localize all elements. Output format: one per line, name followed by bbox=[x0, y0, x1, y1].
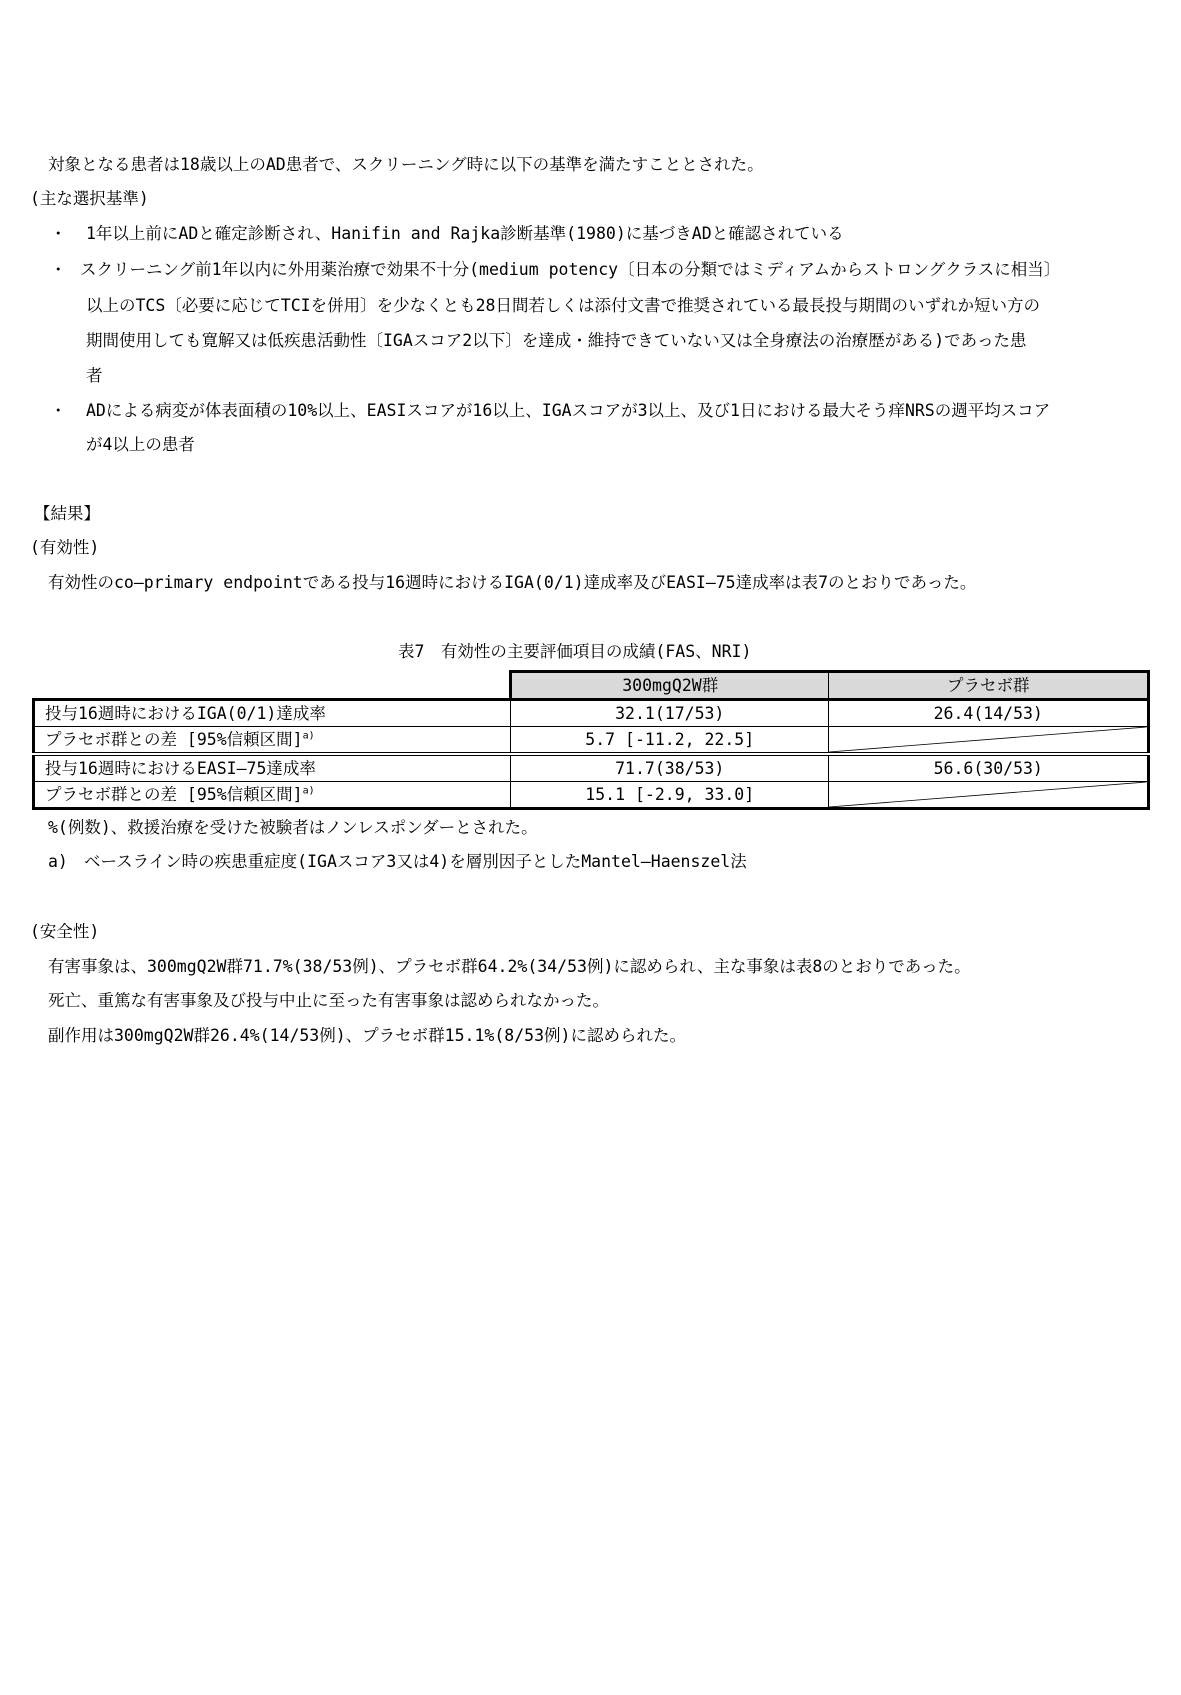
cell-placebo: 56.6(30/53) bbox=[829, 754, 1149, 782]
cell-300mg: 5.7 [-11.2, 22.5] bbox=[511, 727, 829, 755]
efficacy-heading: (有効性) bbox=[30, 538, 100, 557]
footnote-marker: a) bbox=[302, 785, 315, 797]
diagonal-line-icon bbox=[829, 782, 1147, 807]
safety-heading: (安全性) bbox=[30, 922, 100, 941]
row-label: 投与16週時におけるEASI―75達成率 bbox=[34, 754, 511, 782]
safety-line-1: 有害事象は、300mgQ2W群71.7%(38/53例)、プラセボ群64.2%(34/53例)に認められ、主な事象は表8のとおりであった。 bbox=[48, 957, 971, 976]
intro-paragraph: 対象となる患者は18歳以上のAD患者で、スクリーニング時に以下の基準を満たすこととされた。 bbox=[48, 155, 764, 174]
table-row bbox=[34, 782, 1149, 809]
efficacy-paragraph: 有効性のco―primary endpointである投与16週時におけるIGA(0/1)達成率及びEASI―75達成率は表7のとおりであった。 bbox=[48, 573, 977, 592]
column-header-placebo: プラセボ群 bbox=[829, 672, 1149, 700]
row-label: プラセボ群との差 [95%信頼区間] bbox=[45, 785, 303, 804]
diagonal-line-icon bbox=[829, 727, 1147, 752]
table-row bbox=[34, 727, 1149, 755]
results-heading: 【結果】 bbox=[34, 504, 100, 523]
bullet-icon: ・ bbox=[50, 260, 67, 279]
criteria-item-3-line-2: が4以上の患者 bbox=[86, 435, 195, 454]
criteria-heading: (主な選択基準) bbox=[30, 189, 149, 208]
criteria-item-2-line-4: 者 bbox=[86, 366, 103, 385]
column-header-300mg: 300mgQ2W群 bbox=[511, 672, 829, 700]
criteria-item-2-line-1: スクリーニング前1年以内に外用薬治療で効果不十分(medium potency〔日本の分類ではミディアムからストロングクラスに相当〕 bbox=[80, 260, 1061, 279]
cell-300mg: 15.1 [-2.9, 33.0] bbox=[511, 782, 829, 809]
footnote-a-marker: a) bbox=[48, 852, 68, 871]
footnote-marker: a) bbox=[302, 730, 315, 742]
table-row bbox=[34, 700, 1149, 727]
bullet-icon: ・ bbox=[50, 401, 67, 420]
efficacy-table bbox=[32, 670, 1150, 810]
row-label: プラセボ群との差 [95%信頼区間] bbox=[45, 730, 303, 749]
row-label: 投与16週時におけるIGA(0/1)達成率 bbox=[34, 700, 511, 727]
cell-placebo-empty bbox=[829, 727, 1149, 755]
criteria-item-2-line-3: 期間使用しても寛解又は低疾患活動性〔IGAスコア2以下〕を達成・維持できていない又は全身療法の治療歴がある)であった患 bbox=[86, 331, 1027, 350]
bullet-icon: ・ bbox=[50, 224, 67, 243]
table-header-row bbox=[34, 672, 1149, 700]
table-footnote: %(例数)、救援治療を受けた被験者はノンレスポンダーとされた。 bbox=[48, 818, 538, 837]
row-label-cell bbox=[34, 727, 511, 755]
safety-line-3: 副作用は300mgQ2W群26.4%(14/53例)、プラセボ群15.1%(8/53例)に認められた。 bbox=[48, 1026, 686, 1045]
criteria-item-1: 1年以上前にADと確定診断され、Hanifin and Rajka診断基準(1980)に基づきADと確認されている bbox=[86, 224, 844, 243]
table-caption: 表7 有効性の主要評価項目の成績(FAS、NRI) bbox=[398, 642, 752, 661]
criteria-item-3-line-1: ADによる病変が体表面積の10%以上、EASIスコアが16以上、IGAスコアが3以上、及び1日における最大そう痒NRSの週平均スコア bbox=[86, 401, 1051, 420]
header-empty-cell bbox=[34, 672, 511, 700]
cell-placebo: 26.4(14/53) bbox=[829, 700, 1149, 727]
safety-line-2: 死亡、重篤な有害事象及び投与中止に至った有害事象は認められなかった。 bbox=[48, 991, 609, 1010]
cell-300mg: 71.7(38/53) bbox=[511, 754, 829, 782]
table-row bbox=[34, 754, 1149, 782]
cell-placebo-empty bbox=[829, 782, 1149, 809]
cell-300mg: 32.1(17/53) bbox=[511, 700, 829, 727]
footnote-a-text: ベースライン時の疾患重症度(IGAスコア3又は4)を層別因子としたMantel―Haenszel法 bbox=[84, 852, 747, 871]
row-label-cell bbox=[34, 782, 511, 809]
criteria-item-2-line-2: 以上のTCS〔必要に応じてTCIを併用〕を少なくとも28日間若しくは添付文書で推奨されている最長投与期間のいずれか短い方の bbox=[86, 296, 1040, 315]
